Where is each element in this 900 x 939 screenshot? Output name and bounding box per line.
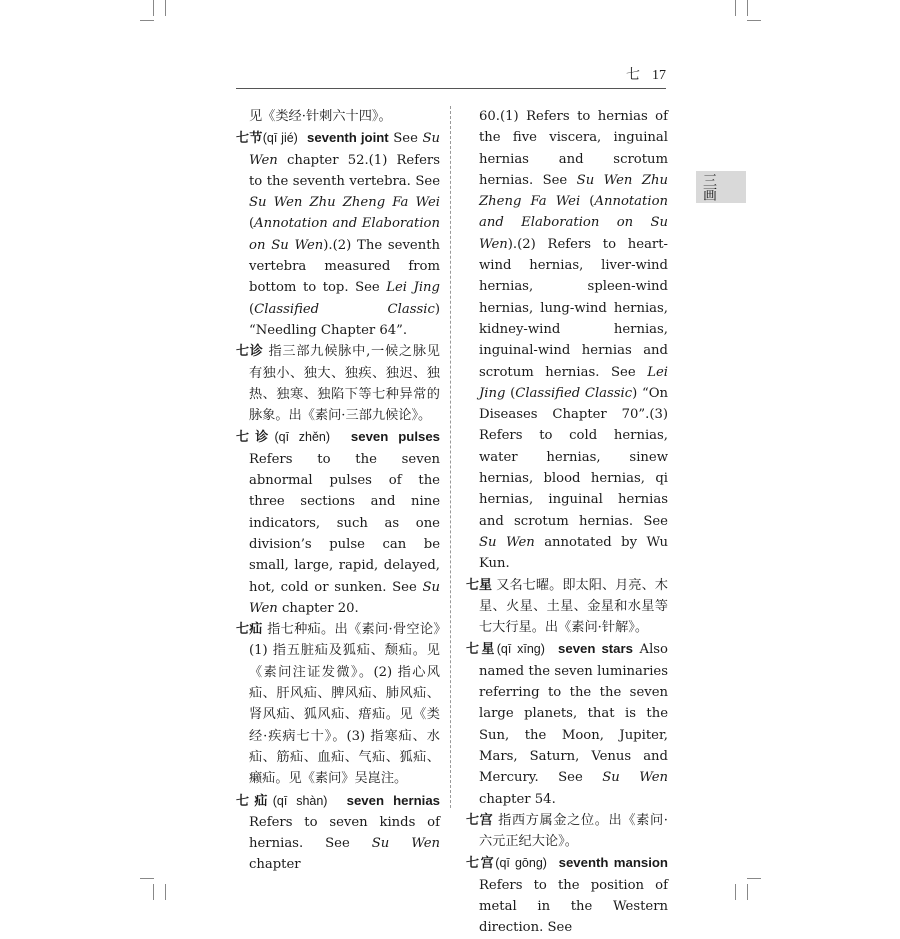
crop-mark <box>747 884 748 900</box>
headword: 七宫 <box>466 812 494 828</box>
entry-text: ).(2) The seventh vertebra measured from bottom to top. See <box>249 237 441 296</box>
dictionary-entry <box>236 426 440 619</box>
entry-text: ).(2) Refers to heart-wind hernias, liver-wind hernias, spleen-wind hernias, lung-wind hernias, kidney-wind hernias, inguinal-wind hernias and scrotum hernias. See <box>479 236 668 380</box>
english-headword: seven hernias <box>346 792 440 808</box>
continuation-text <box>466 106 668 575</box>
left-column <box>236 106 440 876</box>
headword: 七星 <box>466 577 493 593</box>
english-headword: seventh mansion <box>558 855 668 871</box>
crop-mark <box>747 20 761 21</box>
entry-text: 指七种疝。出《素问·骨空论》(1) 指五脏疝及狐疝、颓疝。见《素问注证发微》。(2) 指心风疝、肝风疝、脾风疝、肺风疝、肾风疝、狐风疝、瘄疝。见《类经·疾病七十》。(3) 指寒疝、水疝、筋疝、血疝、气疝、狐疝、癞疝。见《素问》吴崑注。 <box>249 622 440 787</box>
side-tab <box>696 171 746 203</box>
book-title: Su Wen <box>249 131 440 168</box>
headword: 七诊 <box>236 430 275 446</box>
book-title: Lei Jing <box>386 280 440 296</box>
entry-text: ( <box>505 385 516 401</box>
headword: 七星 <box>466 642 497 658</box>
entry-text: 指三部九候脉中,一候之脉见有独小、独大、独疾、独迟、独热、独寒、独陷下等七种异常的脉象。出《素问·三部九候论》。 <box>249 344 440 424</box>
pinyin: (qī xīng) <box>496 642 545 657</box>
entry-text: chapter 52.(1) Refers to the seventh vertebra. See <box>249 152 440 189</box>
book-title: Classified Classic <box>254 301 435 317</box>
crop-mark <box>140 20 154 21</box>
headword: 七宫 <box>466 856 496 872</box>
book-title: Su Wen Zhu Zheng Fa Wei <box>479 172 668 210</box>
continuation-text: 见《类经·针刺六十四》。 <box>249 109 392 124</box>
headword: 七疝 <box>236 793 273 809</box>
entry-text: ( <box>249 216 255 232</box>
entry-text: ( <box>580 194 595 210</box>
entry-text: chapter 54. <box>479 791 556 807</box>
entry-text: 又名七曜。即太阳、月亮、木星、火星、土星、金星和水星等七大行星。出《素问·针解》。 <box>479 577 668 636</box>
pinyin: (qī shàn) <box>272 793 328 808</box>
crop-mark <box>140 878 154 879</box>
english-headword: seventh joint <box>306 130 389 146</box>
entry-text: 指西方属金之位。出《素问·六元正纪大论》。 <box>479 812 668 850</box>
book-title: Classified Classic <box>515 385 633 401</box>
crop-mark <box>735 0 736 16</box>
entry-text: ) “On Diseases Chapter 70”.(3) Refers to cold hernias, water hernias, sinew hernias, blood hernias, qi hernias, inguinal hernias and scrotum hernias. See <box>479 385 669 529</box>
crop-mark <box>153 0 154 16</box>
book-title: Lei Jing <box>479 364 668 401</box>
english-headword: seven stars <box>558 641 633 657</box>
entry-text: ( <box>249 301 255 317</box>
book-title: Su Wen Zhu Zheng Fa Wei <box>249 195 440 211</box>
column-divider <box>450 106 451 808</box>
crop-mark <box>153 884 154 900</box>
header-rule <box>236 88 666 89</box>
book-title: Su Wen <box>479 534 535 550</box>
crop-mark <box>747 878 761 879</box>
book-title: Su Wen <box>602 770 668 786</box>
chapter-char: 七 <box>626 68 640 83</box>
crop-mark <box>735 884 736 900</box>
book-title: Su Wen <box>371 836 440 852</box>
english-headword: seven pulses <box>350 429 440 445</box>
page-number: 17 <box>652 68 666 83</box>
dictionary-entry <box>236 790 440 876</box>
pinyin: (qī zhěn) <box>274 430 331 445</box>
dictionary-entry <box>236 341 440 426</box>
dictionary-entry <box>466 810 668 853</box>
dictionary-entry <box>236 127 440 341</box>
pinyin: (qī gōng) <box>495 856 547 871</box>
crop-mark <box>747 0 748 16</box>
side-tab-label: 三画 <box>701 173 717 201</box>
headword: 七疝 <box>236 622 263 638</box>
dictionary-entry <box>466 575 668 639</box>
entry-text: Refers to seven kinds of hernias. See <box>249 814 440 852</box>
right-column <box>466 106 668 939</box>
book-title: Annotation and Elaboration on Su Wen <box>249 216 440 253</box>
dictionary-entry <box>236 619 440 789</box>
entry-text: Refers to the position of metal in the Western direction. See <box>479 877 668 936</box>
entry-text: annotated by Wu Kun. <box>479 534 668 572</box>
headword: 七诊 <box>236 344 264 360</box>
headword: 七节 <box>236 131 263 147</box>
entry-text: Also named the seven luminaries referring to the the seven large planets, that is the Sun, the Moon, Jupiter, Mars, Saturn, Venus and Mercury. See <box>479 642 668 786</box>
pinyin: (qī jié) <box>262 131 298 146</box>
crop-mark <box>165 0 166 16</box>
dictionary-entry <box>466 852 668 938</box>
entry-text: 60.(1) Refers to hernias of the five viscera, inguinal hernias and scrotum hernias. See <box>479 109 668 188</box>
entry-text: See <box>388 131 423 147</box>
entry-text: Refers to the seven abnormal pulses of the three sections and nine indicators, such as one division’s pulse can be small, large, rapid, delayed, hot, cold or sunken. See <box>249 451 440 595</box>
crop-mark <box>165 884 166 900</box>
entry-text: chapter 20. <box>277 600 359 616</box>
book-title: Su Wen <box>249 579 440 616</box>
running-header <box>600 64 666 84</box>
entry-text: chapter <box>249 857 301 873</box>
entry-text: ) “Needling Chapter 64”. <box>249 301 440 338</box>
book-title: Annotation and Elaboration on Su Wen <box>479 194 668 252</box>
dictionary-entry <box>466 638 668 809</box>
